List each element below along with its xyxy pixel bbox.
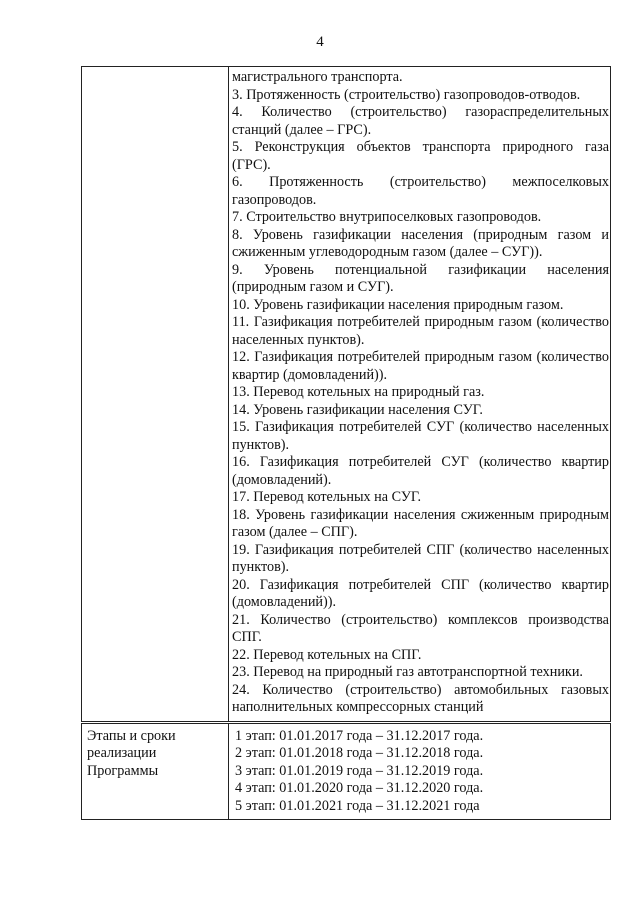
indicator-item: 8. Уровень газификации населения (природным газом и сжиженным углеводородным газом (далее – СУГ)). (232, 226, 609, 260)
stages-label-cell (82, 722, 229, 820)
indicator-item: 17. Перевод котельных на СУГ. (232, 489, 422, 505)
indicator-item: 20. Газификация потребителей СПГ (количество квартир (домовладений)). (232, 576, 609, 610)
table-row-stages (82, 722, 611, 820)
indicator-item: 12. Газификация потребителей природным газом (количество квартир (домовладений)). (232, 349, 609, 383)
indicator-item: 6. Протяженность (строительство) межпоселковых газопроводов. (232, 174, 609, 208)
indicator-item: 7. Строительство внутрипоселковых газопроводов. (232, 209, 542, 225)
page-number: 4 (316, 34, 324, 50)
indicator-item: 10. Уровень газификации населения природным газом. (232, 296, 564, 313)
stage-item: 1 этап: 01.01.2017 года – 31.12.2017 года. (235, 727, 484, 744)
stage-item: 5 этап: 01.01.2021 года – 31.12.2021 года (235, 797, 480, 814)
indicator-item: 15. Газификация потребителей СУГ (количество населенных пунктов). (232, 419, 609, 453)
indicator-item: 19. Газификация потребителей СПГ (количество населенных пунктов). (232, 541, 609, 575)
stages-list-cell (229, 722, 611, 820)
indicator-item: 3. Протяженность (строительство) газопроводов-отводов. (232, 86, 581, 103)
table-row-indicators (82, 67, 611, 723)
indicator-item: магистрального транспорта. (232, 69, 403, 85)
program-passport-table (81, 66, 611, 820)
indicator-item: 4. Количество (строительство) газораспределительных станций (далее – ГРС). (232, 104, 609, 138)
stage-item: 3 этап: 01.01.2019 года – 31.12.2019 года. (235, 762, 484, 779)
indicator-item: 21. Количество (строительство) комплексов производства СПГ. (232, 611, 609, 645)
stage-item: 4 этап: 01.01.2020 года – 31.12.2020 года. (235, 780, 484, 796)
indicator-item: 5. Реконструкция объектов транспорта природного газа (ГРС). (232, 139, 609, 173)
stage-item: 2 этап: 01.01.2018 года – 31.12.2018 года. (235, 745, 484, 761)
indicators-list-cell (229, 67, 611, 723)
indicators-label-cell (82, 67, 229, 723)
indicator-item: 16. Газификация потребителей СУГ (количество квартир (домовладений). (232, 454, 609, 488)
stages-label: Этапы и сроки реализации Программы (87, 727, 176, 779)
indicator-item: 22. Перевод котельных на СПГ. (232, 646, 422, 663)
indicator-item: 24. Количество (строительство) автомобильных газовых наполнительных компрессорных станций (232, 681, 609, 715)
indicator-item: 9. Уровень потенциальной газификации населения (природным газом и СУГ). (232, 261, 609, 295)
indicator-item: 18. Уровень газификации населения сжиженным природным газом (далее – СПГ). (232, 506, 609, 540)
indicator-item: 11. Газификация потребителей природным газом (количество населенных пунктов). (232, 314, 609, 348)
indicator-item: 13. Перевод котельных на природный газ. (232, 384, 485, 400)
indicator-item: 14. Уровень газификации населения СУГ. (232, 401, 483, 418)
indicator-item: 23. Перевод на природный газ автотранспортной техники. (232, 664, 583, 680)
